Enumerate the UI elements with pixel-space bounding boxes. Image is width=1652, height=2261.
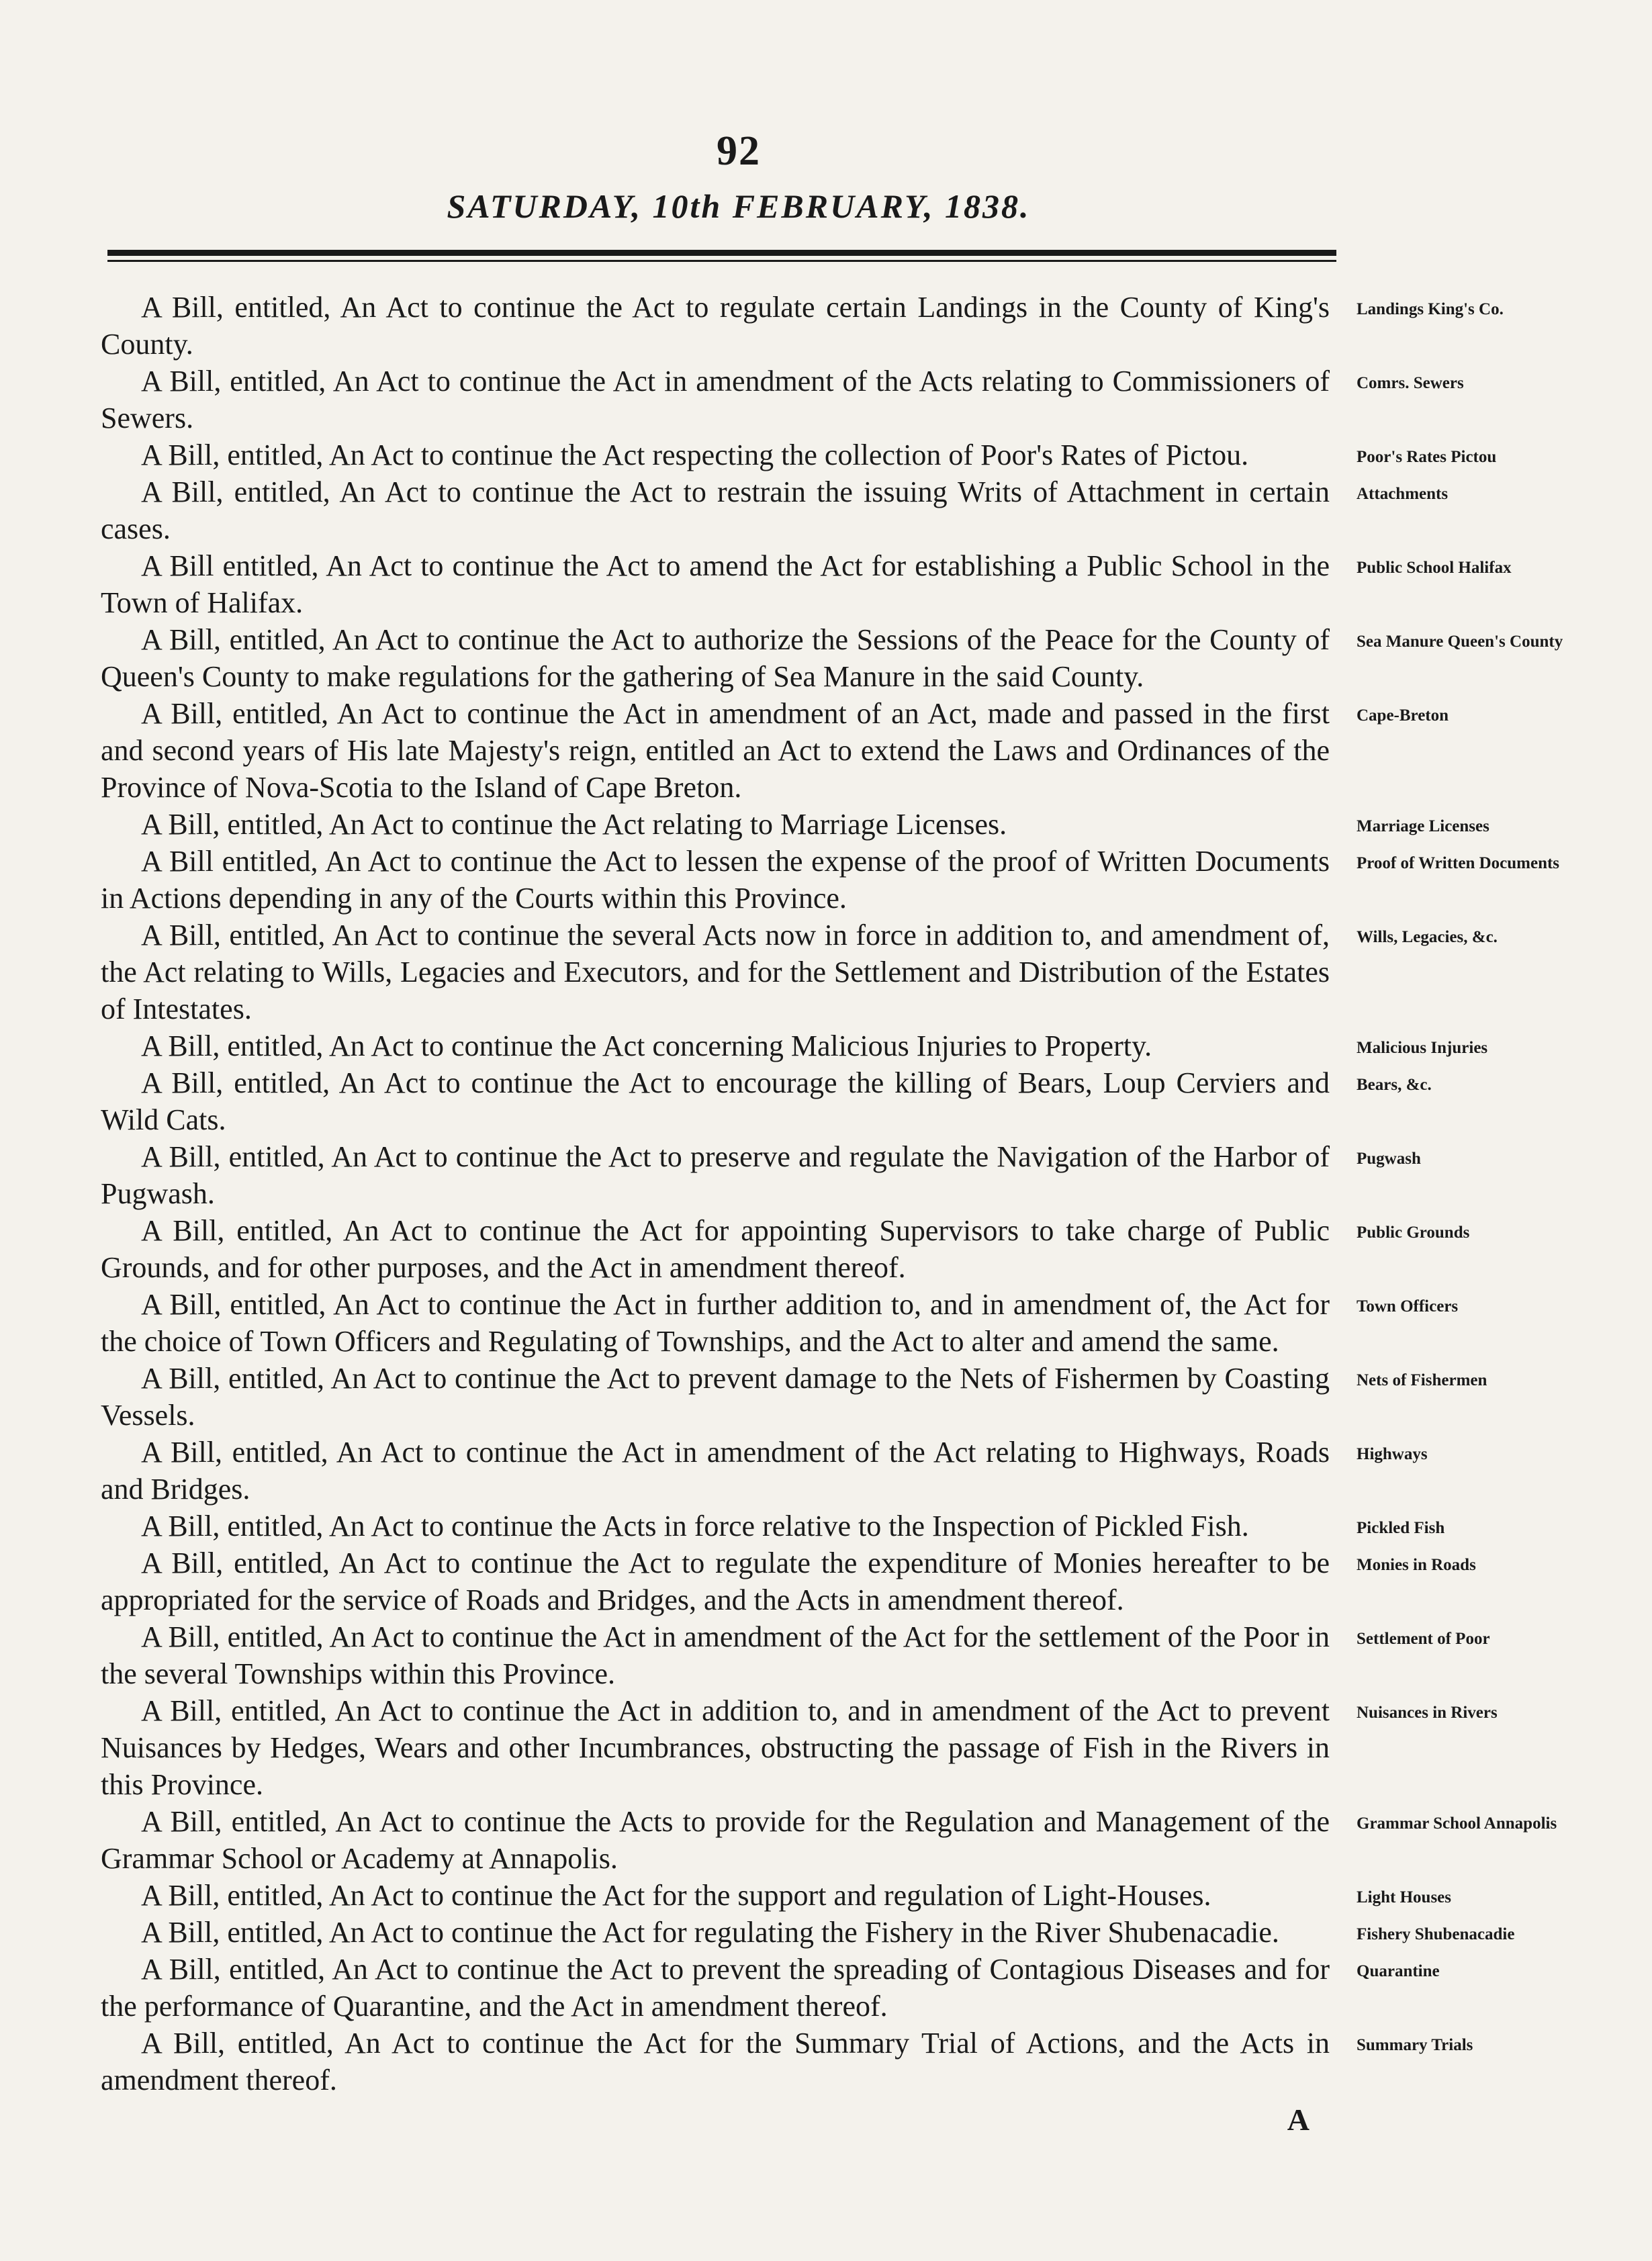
bill-text: A Bill, entitled, An Act to continue the Act respecting the collection of Poor's Rates of Pictou. — [141, 439, 1249, 471]
bill-entry — [101, 547, 1592, 621]
bill-text: A Bill, entitled, An Act to continue the Act relating to Marriage Licenses. — [141, 808, 1007, 841]
bill-entry — [101, 473, 1592, 547]
bill-entry — [101, 2025, 1592, 2098]
bill-text: A Bill, entitled, An Act to continue the Acts to provide for the Regulation and Management of the Grammar School or Academy at Annapolis. — [101, 1805, 1330, 1875]
margin-note: Cape-Breton — [1357, 706, 1449, 725]
margin-note: Pugwash — [1357, 1150, 1421, 1168]
bill-entry — [101, 621, 1592, 695]
bill-entry — [101, 363, 1592, 436]
bill-entry — [101, 289, 1592, 363]
margin-note: Malicious Injuries — [1357, 1039, 1488, 1057]
bill-text: A Bill, entitled, An Act to continue the Act in further addition to, and in amendment of, the Act for the choice of Town Officers and Regulating of Townships, and the Act to alter and amend the same. — [101, 1288, 1330, 1358]
bill-text: A Bill, entitled, An Act to continue the Act to regulate certain Landings in the County of King's County. — [101, 291, 1330, 361]
catchword: A — [1287, 2103, 1310, 2137]
bill-text: A Bill, entitled, An Act to continue the Act in amendment of the Act for the settlement of the Poor in the several Townships within this Province. — [101, 1620, 1330, 1690]
bill-list — [101, 289, 1592, 2098]
margin-note: Proof of Written Documents — [1357, 854, 1560, 872]
bill-entry — [101, 917, 1592, 1027]
header-rule-thin — [107, 260, 1336, 262]
bill-entry — [101, 1914, 1592, 1951]
bill-text: A Bill, entitled, An Act to continue the Act for appointing Supervisors to take charge of Public Grounds, and for other purposes, and the Act in amendment thereof. — [101, 1214, 1330, 1284]
margin-note: Sea Manure Queen's County — [1357, 633, 1563, 651]
margin-note: Landings King's Co. — [1357, 300, 1504, 318]
margin-note: Fishery Shubenacadie — [1357, 1925, 1515, 1943]
margin-note: Nets of Fishermen — [1357, 1371, 1487, 1389]
bill-text: A Bill, entitled, An Act to continue the Act to restrain the issuing Writs of Attachment in certain cases. — [101, 475, 1330, 545]
bill-entry — [101, 1434, 1592, 1508]
bill-text: A Bill entitled, An Act to continue the Act to amend the Act for establishing a Public School in the Town of Halifax. — [101, 549, 1330, 619]
margin-note: Attachments — [1357, 485, 1449, 503]
bill-entry — [101, 806, 1592, 843]
bill-entry — [101, 1360, 1592, 1434]
margin-note: Marriage Licenses — [1357, 817, 1489, 835]
margin-note: Settlement of Poor — [1357, 1630, 1490, 1648]
bill-entry — [101, 1803, 1592, 1877]
bill-text: A Bill, entitled, An Act to continue the Act to regulate the expenditure of Monies hereafter to be appropriated for the service of Roads and Bridges, and the Acts in amendment thereof. — [101, 1547, 1330, 1616]
bill-text: A Bill, entitled, An Act to continue the Act to prevent the spreading of Contagious Diseases and for the performance of Quarantine, and the Act in amendment thereof. — [101, 1953, 1330, 2023]
margin-note: Light Houses — [1357, 1888, 1452, 1906]
bill-text: A Bill, entitled, An Act to continue the Act concerning Malicious Injuries to Property. — [141, 1029, 1152, 1062]
bill-text: A Bill, entitled, An Act to continue the Act in amendment of the Acts relating to Commissioners of Sewers. — [101, 365, 1330, 434]
margin-note: Poor's Rates Pictou — [1357, 448, 1497, 466]
bill-text: A Bill, entitled, An Act to continue the Act to authorize the Sessions of the Peace for the County of Queen's County to make regulations for the gathering of Sea Manure in the said County. — [101, 623, 1330, 693]
margin-note: Quarantine — [1357, 1962, 1440, 1980]
bill-text: A Bill, entitled, An Act to continue the Act in amendment of the Act relating to Highways, Roads and Bridges. — [101, 1436, 1330, 1506]
bill-text: A Bill, entitled, An Act to continue the Act for the Summary Trial of Actions, and the Acts in amendment thereof. — [101, 2027, 1330, 2096]
bill-entry — [101, 1064, 1592, 1138]
bill-text: A Bill, entitled, An Act to continue the Act in amendment of an Act, made and passed in the first and second years of His late Majesty's reign, entitled an Act to extend the Laws and Ordinances of the Province of Nova-Scotia to the Island of Cape Breton. — [101, 697, 1330, 804]
page-number: 92 — [717, 128, 761, 174]
bill-entry — [101, 1286, 1592, 1360]
margin-note: Nuisances in Rivers — [1357, 1704, 1498, 1722]
bill-entry — [101, 1508, 1592, 1544]
bill-text: A Bill, entitled, An Act to continue the Act for regulating the Fishery in the River Shubenacadie. — [141, 1916, 1279, 1949]
margin-note: Public Grounds — [1357, 1224, 1470, 1242]
bill-entry — [101, 1544, 1592, 1618]
bill-text: A Bill, entitled, An Act to continue the Acts in force relative to the Inspection of Pickled Fish. — [141, 1510, 1249, 1542]
bill-entry — [101, 1212, 1592, 1286]
bill-entry — [101, 843, 1592, 917]
bill-entry — [101, 1618, 1592, 1692]
bill-entry — [101, 1027, 1592, 1064]
bill-entry — [101, 436, 1592, 473]
margin-note: Town Officers — [1357, 1297, 1459, 1316]
bill-entry — [101, 1951, 1592, 2025]
bill-entry — [101, 1877, 1592, 1914]
bill-text: A Bill, entitled, An Act to continue the Act to prevent damage to the Nets of Fishermen by Coasting Vessels. — [101, 1362, 1330, 1432]
bill-entry — [101, 695, 1592, 806]
bill-text: A Bill entitled, An Act to continue the Act to lessen the expense of the proof of Written Documents in Actions depending in any of the Courts within this Province. — [101, 845, 1330, 915]
margin-note: Highways — [1357, 1445, 1428, 1463]
margin-note: Comrs. Sewers — [1357, 374, 1464, 392]
margin-note: Bears, &c. — [1357, 1076, 1432, 1094]
bill-text: A Bill, entitled, An Act to continue the Act for the support and regulation of Light-Houses. — [141, 1879, 1211, 1912]
margin-note: Public School Halifax — [1357, 559, 1512, 577]
bill-text: A Bill, entitled, An Act to continue the Act in addition to, and in amendment of the Act to prevent Nuisances by Hedges, Wears and other Incumbrances, obstructing the passage of Fish in the Rivers in this Province. — [101, 1694, 1330, 1801]
bill-text: A Bill, entitled, An Act to continue the Act to encourage the killing of Bears, Loup Cerviers and Wild Cats. — [101, 1066, 1330, 1136]
margin-note: Summary Trials — [1357, 2036, 1473, 2054]
margin-note: Pickled Fish — [1357, 1519, 1445, 1537]
margin-note: Monies in Roads — [1357, 1556, 1476, 1574]
bill-text: A Bill, entitled, An Act to continue the Act to preserve and regulate the Navigation of the Harbor of Pugwash. — [101, 1140, 1330, 1210]
bill-entry — [101, 1692, 1592, 1803]
date-heading: SATURDAY, 10th FEBRUARY, 1838. — [447, 187, 1031, 225]
bill-entry — [101, 1138, 1592, 1212]
header-rule-thick — [107, 250, 1336, 256]
margin-note: Grammar School Annapolis — [1357, 1814, 1557, 1833]
bill-text: A Bill, entitled, An Act to continue the several Acts now in force in addition to, and amendment of, the Act relating to Wills, Legacies and Executors, and for the Settlement and Distribution of the Estates of Intestates. — [101, 919, 1330, 1025]
margin-note: Wills, Legacies, &c. — [1357, 928, 1498, 946]
